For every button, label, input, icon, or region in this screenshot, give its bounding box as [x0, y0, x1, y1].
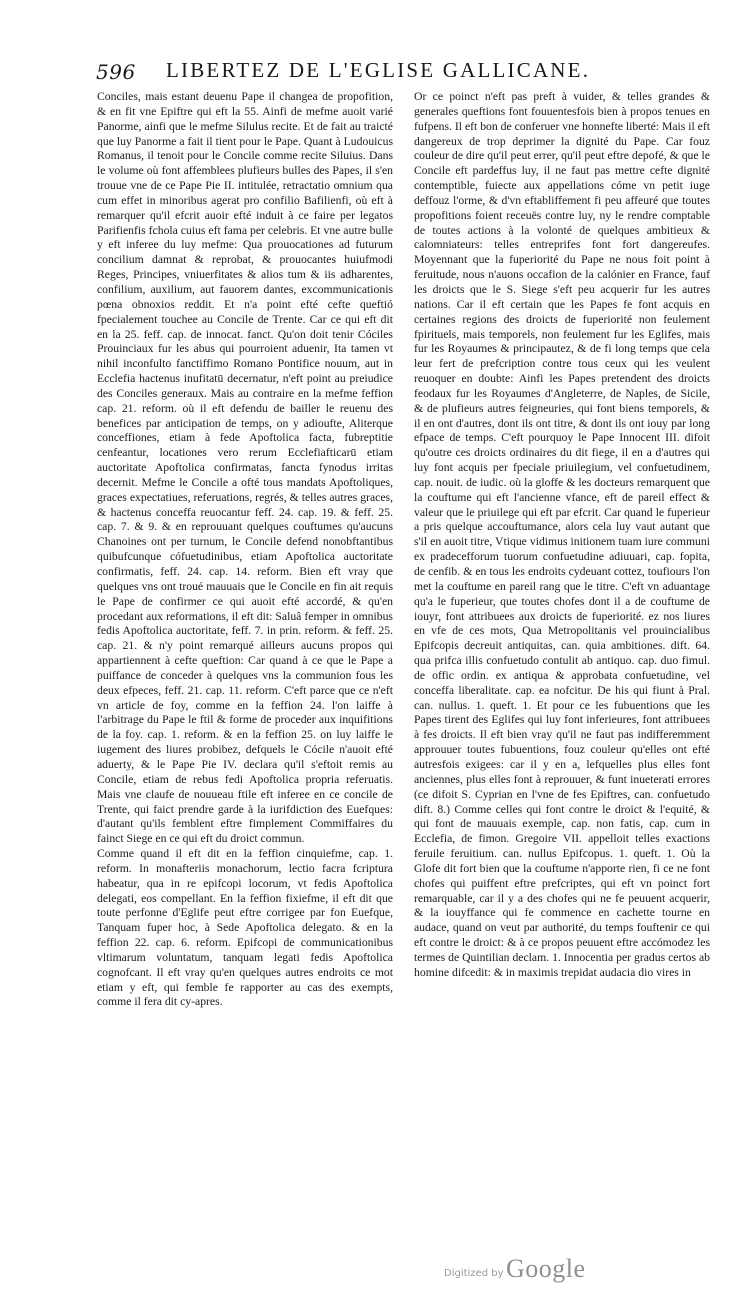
right-column: [414, 90, 710, 981]
left-paragraph-2: Comme quand il eft dit en la feffion cinquiefme, cap. 1. reform. In monafteriis monachorum, lectio facra fcriptura habeatur, qua in re epifcopi locorum, vt fedis Apoftolica delegati, eos compellant. En la feffion fixiefme, il eft dit que toute perfonne d'Eglife peut eftre corrigee par fon Euefque, Tanquam fuper hoc, à Sede Apoftolica delegato. & en la feffion 22. cap. 6. reform. Epifcopi de communicationibus vltimarum voluntatum, tanquam legati fedis Apoftolica cognofcant. Il eft vray qu'en quelques autres endroits ce mot etiam y eft, qui femble fe rapporter au cas des exempts, comme il fera dit cy-apres.: [97, 847, 393, 1009]
google-logo: Google: [506, 1254, 586, 1283]
watermark-prefix: Digitized by: [444, 1268, 504, 1279]
page-header: [96, 58, 716, 90]
right-paragraph-1: Or ce poinct n'eft pas preft à vuider, & telles grandes & generales queftions font fouuentesfois bien à propos tenues en fufpens. Il eft bon de conferuer vne honnefte liberté: Mais il eft dangereux de trop deprimer la dignité du Pape. Car fouz couleur de dire qu'il peut errer, qu'il peut eftre depofé, & que le Concile eft pardeffus luy, il ne faut pas mettre cefte dignité contemptible, fuiecte aux appellations cóme vn petit iuge deffouz l'orme, & d'vn eftabliffement fi peu affeuré que toutes propofitions foient receuës contre luy, ny le rendre comptable de toutes actions à la volonté de quelques ambitieux & calomniateurs: telles entreprifes font fort dangereufes. Moyennant que la fuperiorité du Pape ne nous foit point à feruitude, nous n'auons occafion de la calónier en France, fauf les droicts que le S. Siege s'eft peu acquerir fur les autres nations. Car il eft certain que les Papes fe font acquis en certaines regions des droicts de fuperiorité non feulement fpirituels, mais temporels, non feulement fur les Eglifes, mais fur les Royaumes & principautez, & de fi long temps que cela leur fert de prefcription contre tous ceux qui les veulent reuoquer en doubte: Ainfi les Papes pretendent des droicts feodaux fur les Royaumes d'Angleterre, de Naples, de Sicile, & de plufieurs autres feigneuries, qui font biens temporels, & il en ont d'autres, dont ils ont titre, & dont ils ont iouy par long efpace de temps. C'eft pourquoy le Pape Innocent III. difoit qu'outre ces droicts ordinaires du dit fiege, il en a d'autres qui luy font acquis per fpeciale priuilegium, vel confuetudinem, cap. nouit. de iudic. où la gloffe & les docteurs remarquent que la couftume qui eft l'ancienne vfance, eft de pareil effect & valeur que le priuilege qui eft par efcrit. Car quand le fuperieur a pris quelque accouftumance, alors cela luy vaut autant que s'il en auoit titre, Vtique vidimus initionem tuam iure communi ex pradecefforum tuorum confuetudine adiuuari, cap. fopita, de cenfib. & en tous les endroits cydeuant cottez, toufiours l'on met la couftume en pareil rang que le titre. C'eft vn aduantage qu'a le fuperieur, que toutes chofes dont il a de couftume de iouyr, font attribuees aux droicts de fuperiorité. ez nos liures en vfe de ces mots, Qua Metropolitanis vel prouincialibus Epifcopis decreuit antiquitas, can. quia ambitiones. dift. 64. qua prifca illis confuetudo contulit ab antiquo. cap. duo fimul. de offic ordin. ex antiqua & approbata confuetudine, vel conceffa liberalitate. cap. ea nofcitur. De his qui fiunt à Pral. can. nullus. 1. queft. 1. Et pour ce les fubuentions que les Papes tirent des Eglifes qui luy font inferieures, font attribuees à fes droicts. Il eft bien vray qu'il ne faut pas indifferemment approuuer toutes fubuentions, fouz couleur qu'elles ont efté autresfois exigees: car il y en a, lefquelles plus elles font anciennes, plus elles font à reprouuer, & funt inueterati errores (ce difoit S. Cyprian en l'vne de fes Epiftres, can. confuetudo dift. 8.) Comme celles qui font contre le droict & l'equité, & qui font de mauuais exemple, cap. non fatis, cap. cum in Ecclefia, de fimon. Gregoire VII. appelloit telles exactions feruile feruitium. can. nullus Epifcopus. 1. queft. 1. Où la Glofe dit fort bien que la couftume n'apporte rien, fi ce ne font chofes qui puiffent eftre prefcriptes, qui eft vn poinct fort remarquable, car il y a des chofes qui ne fe peuuent acquerir, & la iouyffance qui fe commence en cachette tourne en audace, quand on veut par authorité, du temps fouftenir ce qui eft contre le droict: & à ce propos peuuent eftre accómodez les termes de Quintilian declam. 1. Innocentia per gradus certos ab homine difcedit: & in maximis trepidat audacia dio vires in: [414, 90, 710, 979]
left-paragraph-1: Conciles, mais estant deuenu Pape il changea de propofition, & en fit vne Epiftre qui eft la 55. Ainfi de mefme auoit varié Panorme, ainfi que le mefme Silulus recite. Et de fait au traicté que luy Panorme a fait il tient pour le Pape. Quant à Ludouicus Romanus, il tenoit pour le Concile comme recite Siluius. Dans le volume où font affemblees plufieurs bulles des Papes, il s'en trouue vne de ce Pape Pie II. intitulée, retractatio omnium qua cum effet in minoribus agerat pro confilio Bafilienfi, où eft à remarquer qu'il efcrit auoir efté induit à ce faire per legatos Parifienfis fchola cuius eft fama per celebris. Et vne autre bulle y eft inferee du luy mefme: Qua prouocationes ad futurum concilium damnat & reprobat, & prouocantes huiufmodi Reges, Principes, vniuerfitates & alios tum & iis adharentes, confilium, auxilium, aut fauorem dantes, excommunicationis pœna obnoxios reddit. Et n'a point efté cefte queftió fpecialement touchee au Concile de Trente. Car ce qui eft dit en la 25. feff. cap. de innocat. fanct. Qu'on doit tenir Cóciles Prouinciaux fur les abus qui pourroient aduenir, Ita tamen vt nihil inconfulto fanctiffimo Romano Pontifice nouum, aut in Ecclefia hactenus inufitatū decernatur, n'eft point au preiudice des Conciles generaux. Mais au contraire en la mefme feffion cap. 21. reform. où il eft defendu de bailler le reuenu des benefices par anticipation de temps, on y adioufte, Aliterque conceffiones, etiam à fede Apoftolica facta, fubreptitie cenfeantur, locationes vero rerum Ecclefiafticarū etiam auctoritate Apoftolica confirmatas, fancta fynodus irritas decernit. Mefme le Concile a ofté tous mandats Apoftoliques, graces expectatiues, referuations, regrés, & telles autres graces, & hactenus conceffa reuocantur feff. 24. cap. 19. & feff. 25. cap. 7. & 9. & en reprouuant quelques couftumes qu'aucuns Chanoines ont per turnum, le Concile defend nonobftantibus quibufcunque cófuetudinibus, etiam Apoftolica auctoritate confirmatis, feff. 24. cap. 14. reform. Bien eft vray que quelques vns ont troué mauuais que le Concile en fin ait requis le Pape de confirmer ce qui auoit efté accordé, & qu'en procedant aux reformations, il eft dit: Saluâ femper in omnibus fedis Apoftolica auctoritate, feff. 7. in prin. reform. & feff. 25. cap. 21. & n'y point remarqué ailleurs aucuns propos qui appartiennent à cefte queftion: Car quand à ce que le Pape a puiffance de conceder à quelques vns la communion fous les deux efpeces, feff. 21. cap. 11. reform. C'eft parce que ce n'eft vn article de foy, comme en la feffion 24. l'on laiffe à l'arbitrage du Pape le ftil & forme de proceder aux inquifitions de la foy. cap. 1. reform. & en la feffion 25. on luy laiffe le iugement des liures probibez, defquels le Cócile n'auoit efté aduerty, & le Pape Pie IV. declara qu'il s'eftoit remis au Concile, etiam de rebus fedi Apoftolica propria referuatis. Mais vne claufe de nouueau ftile eft inferee en ce concile de Trente, qui faict prendre garde à la iurifdiction des Euefques: d'autant qu'ils femblent eftre fimplement Commiffaires du fainct Siege en ce qui eft du droict commun.: [97, 90, 393, 846]
running-title: LIBERTEZ DE L'EGLISE GALLICANE.: [166, 58, 591, 82]
left-column: [97, 90, 393, 1010]
digitized-watermark: [444, 1254, 644, 1288]
page-number: 596: [96, 60, 136, 84]
